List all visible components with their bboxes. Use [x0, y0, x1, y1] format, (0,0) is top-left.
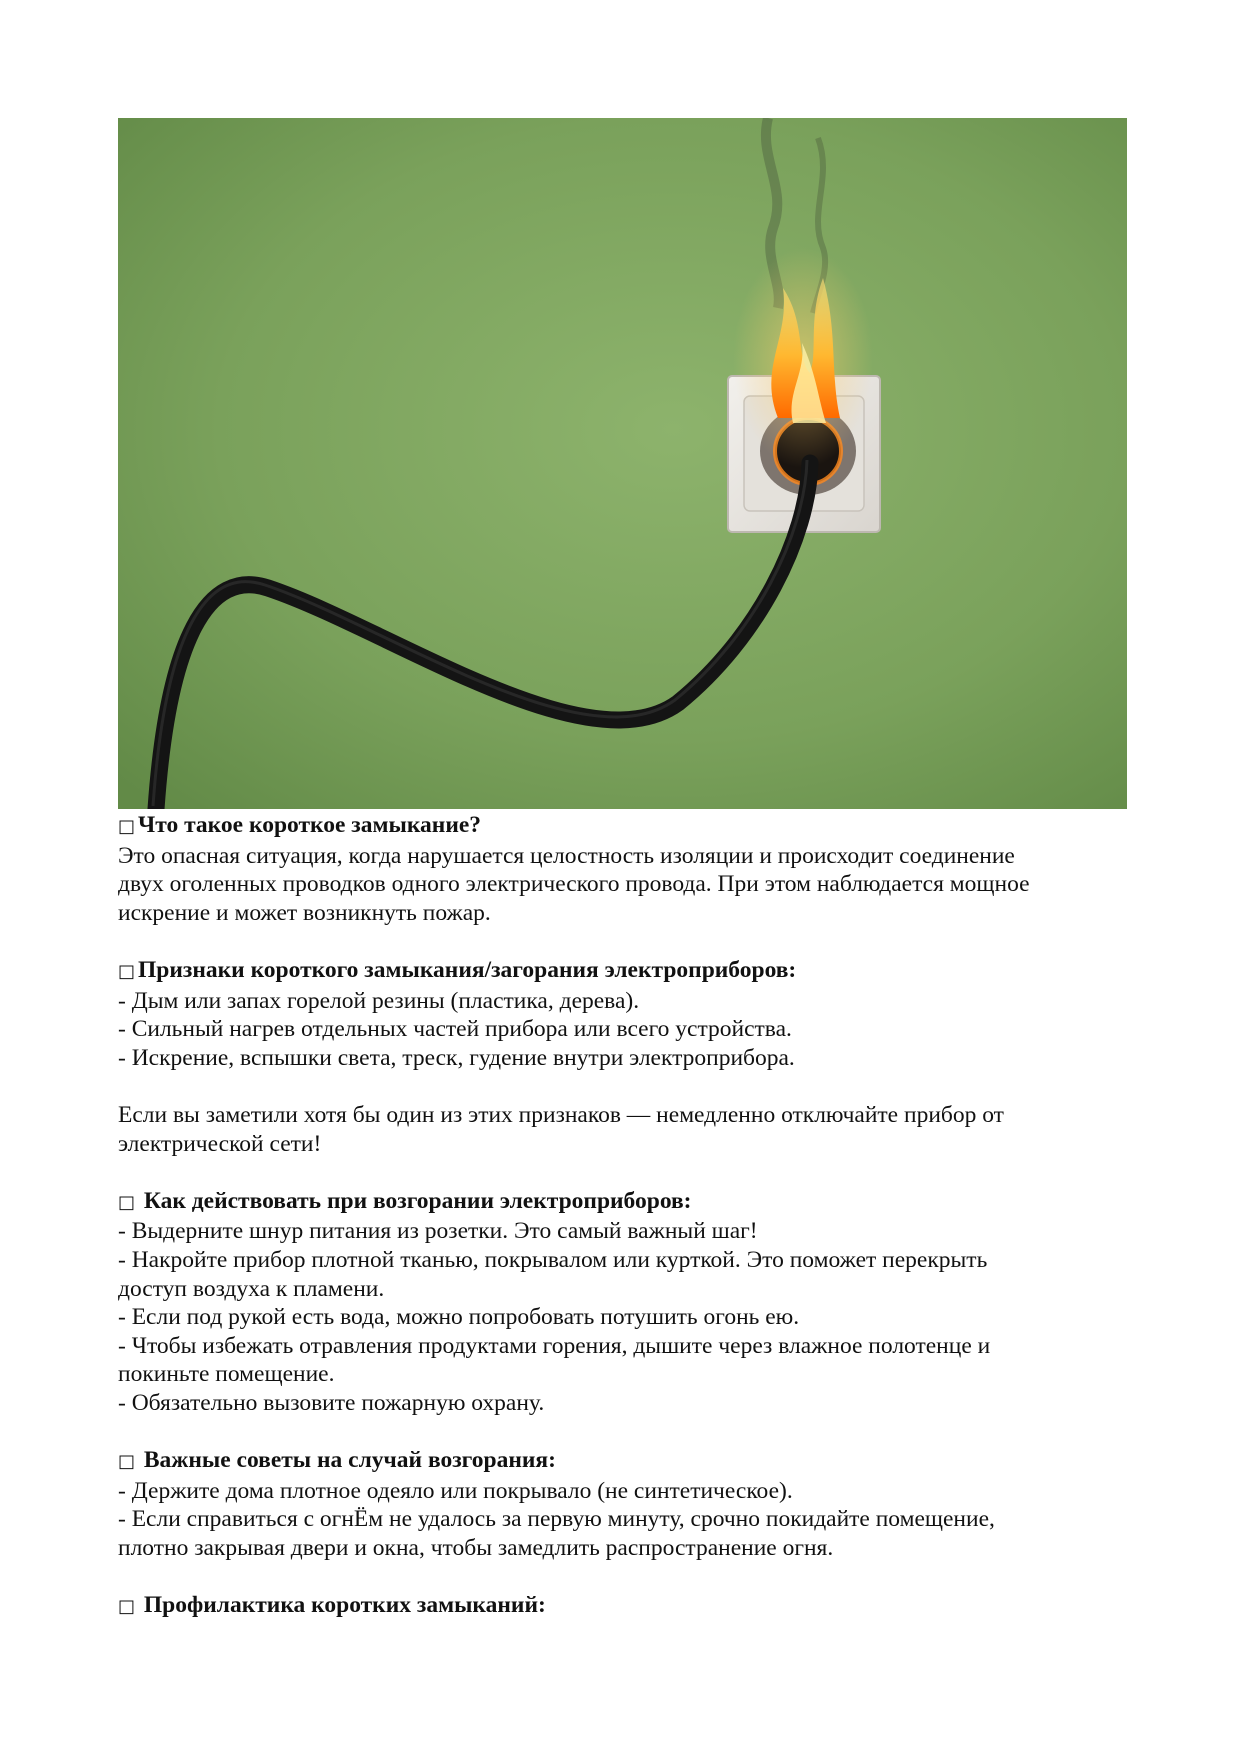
warning-line: электрической сети! — [118, 1130, 322, 1157]
section-heading: □ Как действовать при возгорании электроприборов: — [118, 1187, 1128, 1218]
list-item: - Обязательно вызовите пожарную охрану. — [118, 1389, 545, 1416]
warning-line: Если вы заметили хотя бы один из этих признаков — немедленно отключайте прибор от — [118, 1101, 1004, 1128]
paragraph-line: Это опасная ситуация, когда нарушается целостность изоляции и происходит соединение — [118, 842, 1015, 869]
bullet-glyph-icon: □ — [118, 1191, 136, 1213]
paragraph-line: искрение и может возникнуть пожар. — [118, 899, 491, 926]
list-item: плотно закрывая двери и окна, чтобы замедлить распространение огня. — [118, 1534, 834, 1561]
bullet-glyph-icon: □ — [118, 816, 136, 837]
list-item: - Выдерните шнур питания из розетки. Это самый важный шаг! — [118, 1218, 758, 1245]
section-heading: □ Профилактика коротких замыканий: — [118, 1591, 1128, 1622]
list-item: - Накройте прибор плотной тканью, покрывалом или курткой. Это поможет перекрыть — [118, 1246, 988, 1273]
list-item: - Держите дома плотное одеяло или покрывало (не синтетическое). — [118, 1477, 793, 1504]
list-item: доступ воздуха к пламени. — [118, 1275, 385, 1302]
list-item: покиньте помещение. — [118, 1361, 335, 1388]
section-heading: □ Важные советы на случай возгорания: — [118, 1446, 1128, 1477]
bullet-glyph-icon: □ — [118, 960, 136, 982]
section-heading: □ Признаки короткого замыкания/загорания электроприборов: — [118, 956, 1128, 987]
list-item: - Искрение, вспышки света, треск, гудение внутри электроприбора. — [118, 1044, 795, 1071]
list-item: - Если справиться с огнЁм не удалось за первую минуту, срочно покидайте помещение, — [118, 1506, 995, 1533]
document-text — [118, 811, 1128, 1622]
bullet-glyph-icon: □ — [118, 1451, 136, 1473]
bullet-glyph-icon: □ — [118, 1596, 136, 1618]
list-item: - Дым или запах горелой резины (пластика, дерева). — [118, 987, 640, 1014]
list-item: - Сильный нагрев отдельных частей прибора или всего устройства. — [118, 1016, 792, 1043]
paragraph-line: двух оголенных проводков одного электрического провода. При этом наблюдается мощное — [118, 871, 1030, 898]
list-item: - Если под рукой есть вода, можно попробовать потушить огонь ею. — [118, 1304, 800, 1331]
document-page — [118, 118, 1128, 1622]
burning-socket-photo — [118, 118, 1127, 809]
list-item: - Чтобы избежать отравления продуктами горения, дышите через влажное полотенце и — [118, 1332, 991, 1359]
section-heading: □ Что такое короткое замыкание? — [118, 811, 1128, 842]
